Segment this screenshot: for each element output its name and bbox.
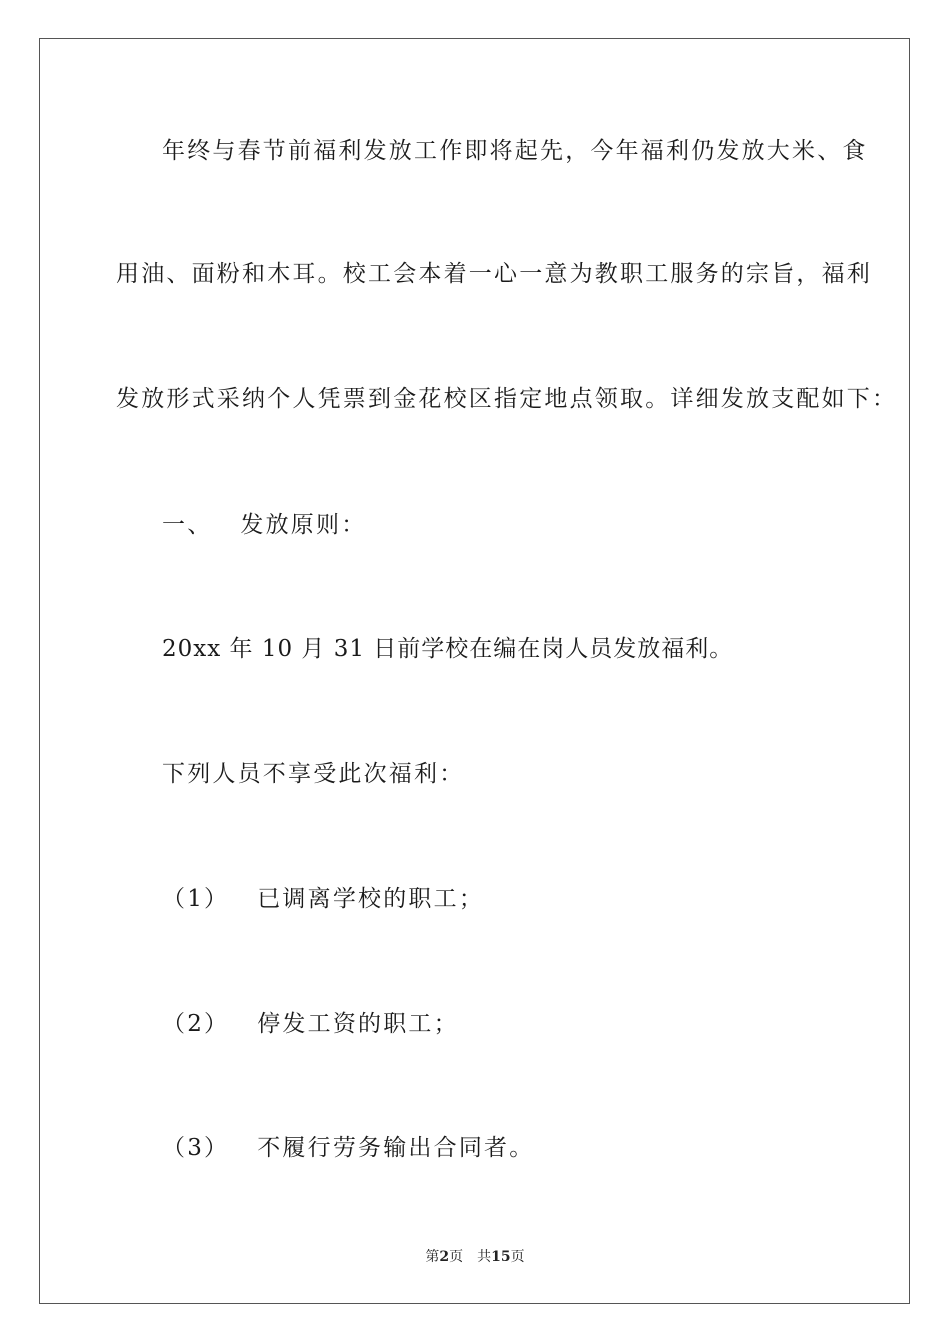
total-suffix: 页 (510, 1249, 525, 1265)
page-suffix: 页 (449, 1249, 464, 1265)
page-footer (0, 1248, 950, 1266)
eligibility-text: 20xx 年 10 月 31 日前学校在编在岗人员发放福利。 (162, 636, 734, 662)
total-page-number: 15 (491, 1249, 511, 1265)
section-heading (162, 510, 366, 540)
paragraph-line-2: 用油、面粉和木耳。校工会本着一心一意为教职工服务的宗旨，福利 (116, 261, 872, 287)
total-prefix: 共 (477, 1249, 492, 1265)
list-item-text: 不履行劳务输出合同者。 (257, 1135, 535, 1161)
paragraph-line-1: 年终与春节前福利发放工作即将起先，今年福利仍发放大米、食 (162, 138, 868, 164)
list-item-number: （3） (162, 1135, 230, 1161)
list-item-number: （1） (162, 886, 230, 912)
list-item (162, 1009, 459, 1039)
list-item (162, 1133, 534, 1163)
list-item (162, 884, 484, 914)
section-number: 一、 (162, 512, 213, 538)
page-prefix: 第 (425, 1249, 440, 1265)
current-page-number: 2 (439, 1249, 450, 1265)
list-item-text: 已调离学校的职工； (257, 886, 485, 912)
paragraph-line-3: 发放形式采纳个人凭票到金花校区指定地点领取。详细发放支配如下： (116, 386, 898, 412)
page-border (39, 38, 910, 1304)
section-title: 发放原则： (240, 512, 367, 538)
list-item-number: （2） (162, 1011, 230, 1037)
list-item-text: 停发工资的职工； (257, 1011, 459, 1037)
exclusion-intro: 下列人员不享受此次福利： (162, 761, 465, 787)
